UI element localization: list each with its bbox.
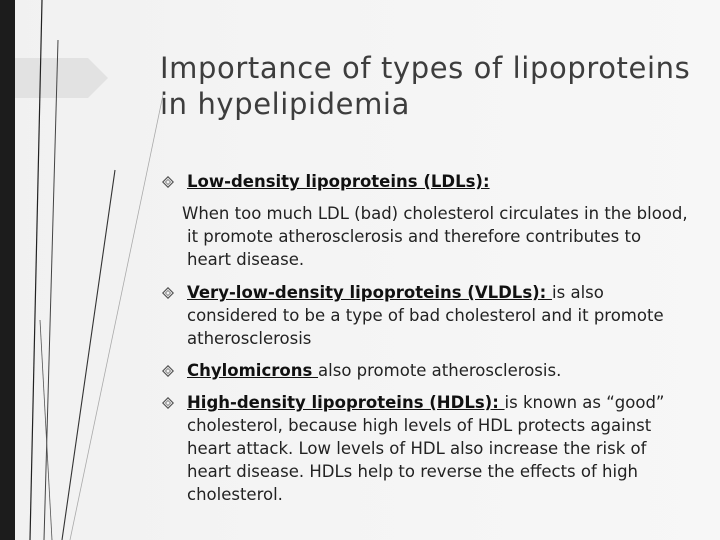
slide-content	[160, 170, 690, 515]
bullet-item-vldl	[160, 281, 690, 350]
bullet-term: Chylomicrons	[187, 361, 319, 380]
bullet-term: Low-density lipoproteins (LDLs):	[187, 172, 490, 191]
bullet-term: High-density lipoproteins (HDLs):	[187, 393, 505, 412]
diamond-outline-icon	[162, 365, 174, 377]
bullet-item-ldl	[160, 170, 690, 193]
diamond-outline-icon	[162, 397, 174, 409]
bullet-text: also promote atherosclerosis.	[318, 361, 562, 380]
ldl-description: When too much LDL (bad) cholesterol circulates in the blood, it promote atherosclerosis and therefore contributes to heart disease.	[182, 204, 688, 269]
bullet-term: Very-low-density lipoproteins (VLDLs):	[187, 283, 553, 302]
bullet-item-chylomicrons	[160, 359, 690, 382]
bullet-item-hdl	[160, 391, 690, 506]
diamond-outline-icon	[162, 176, 174, 188]
bullet-text: is also considered to be a type of bad cholesterol and it promote atherosclerosis	[187, 283, 664, 348]
diamond-outline-icon	[162, 287, 174, 299]
bullet-text: is known as “good” cholesterol, because high levels of HDL protects against heart attack. Low levels of HDL also increase the risk of heart disease. HDLs help to reverse the effects of high cholesterol.	[187, 393, 665, 504]
slide-title: Importance of types of lipoproteins in hypelipidemia	[160, 51, 691, 121]
